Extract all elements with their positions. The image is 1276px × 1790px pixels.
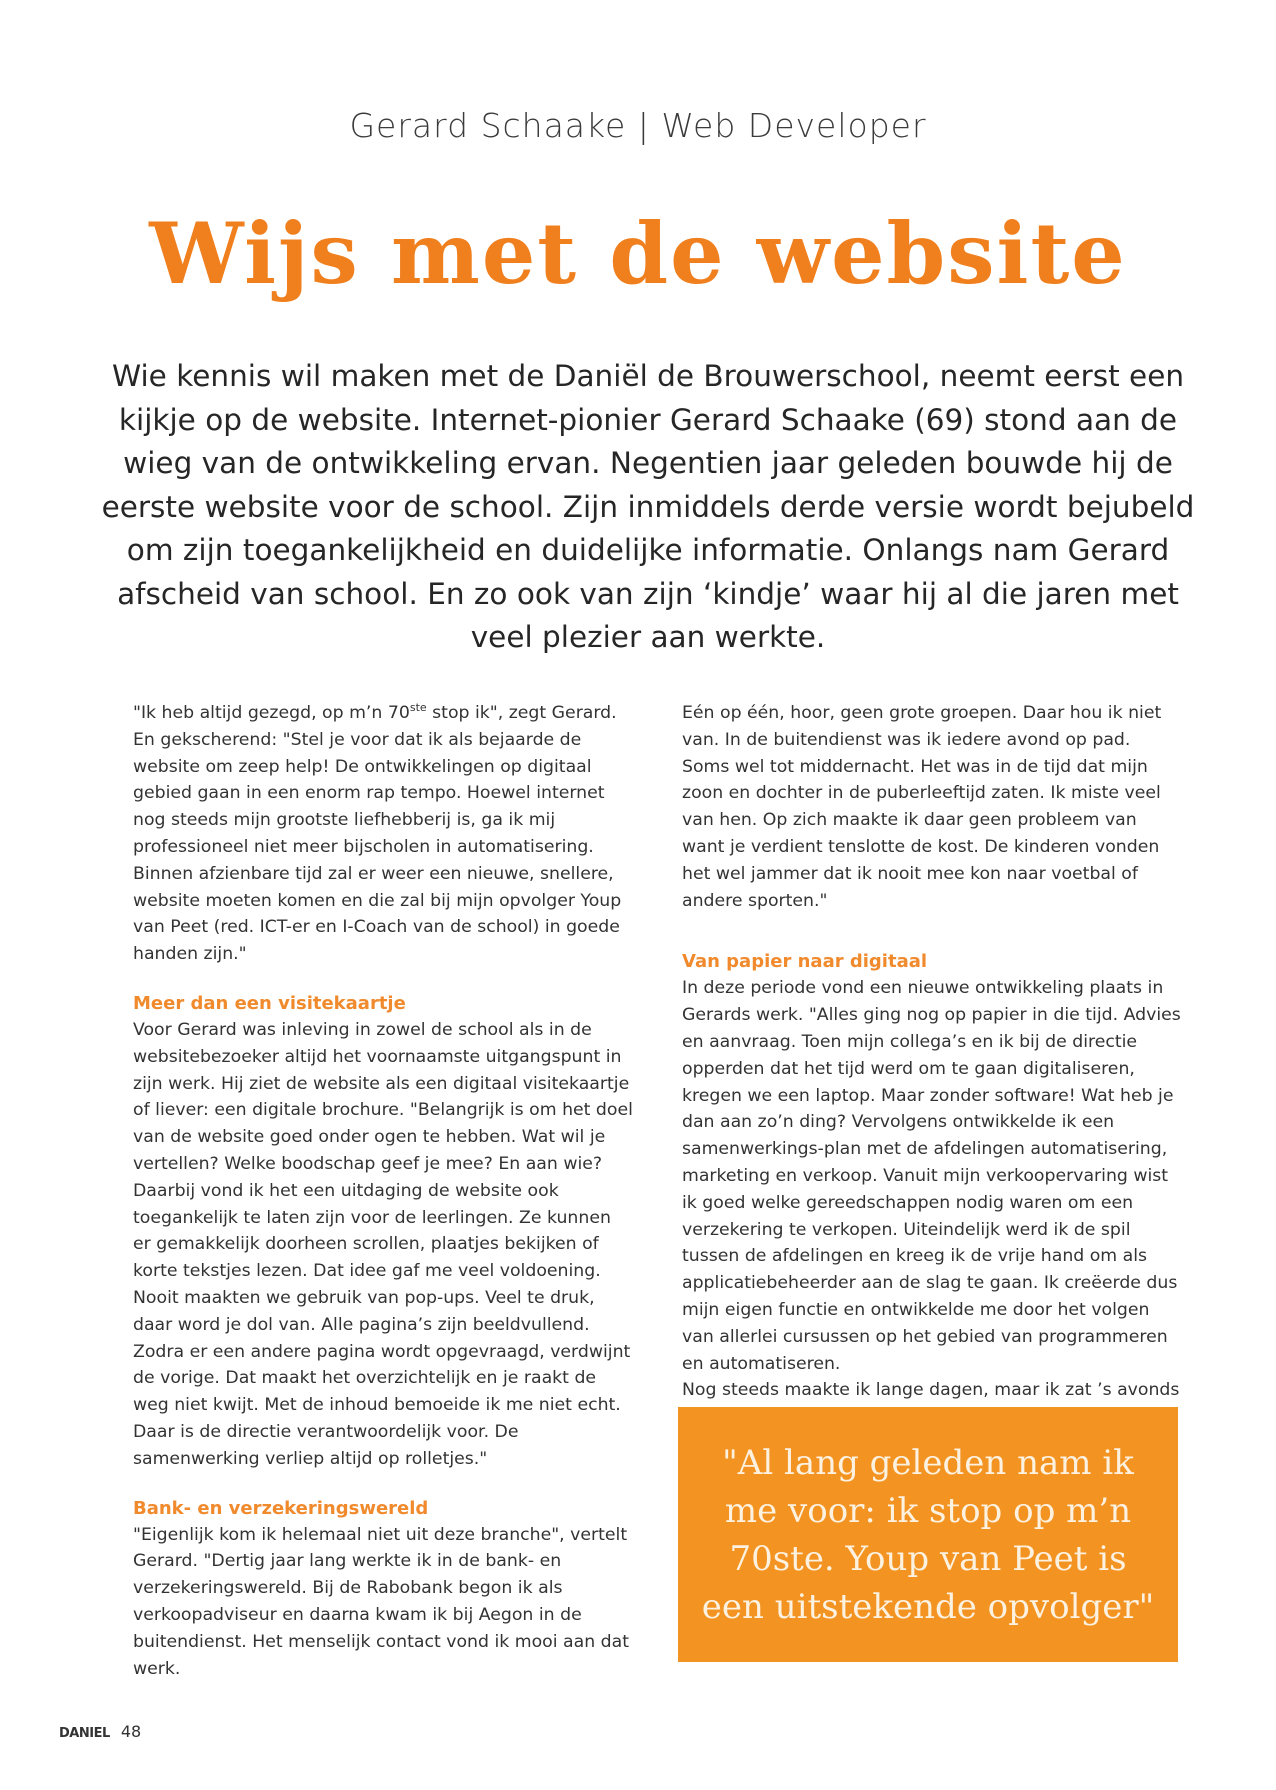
paragraph: Eén op één, hoor, geen grote groepen. Daar hou ik niet van. In de buitendienst was ik iedere avond op pad. Soms wel tot middernacht. Het was in de tijd dat mijn zoon en dochter in de puberleeftijd zaten. Ik miste veel van hen. Op zich maakte ik daar geen probleem van want je verdient tenslotte de kost. De kinderen vonden het wel jammer dat ik nooit mee kon naar voetbal of andere sporten." <box>682 703 1162 911</box>
pull-quote-box <box>678 1407 1178 1662</box>
article-title: Wijs met de website <box>149 204 1127 303</box>
page-number: 48 <box>120 1722 142 1741</box>
paragraph: Nog steeds maakte ik lange dagen, maar ik zat ’s avonds <box>682 1380 1180 1401</box>
section-heading: Van papier naar digitaal <box>682 951 928 973</box>
paragraph: "Eigenlijk kom ik helemaal niet uit deze branche", vertelt Gerard. "Dertig jaar lang werkte ik in de bank- en verzekeringswereld. Bij de Rabobank begon ik als verkoopadviseur en daarna kwam ik bij Aegon in de buitendienst. Het menselijk contact vond ik mooi aan dat werk. <box>133 1524 629 1679</box>
pull-quote: "Al lang geleden nam ik me voor: ik stop op m’n 70ste. Youp van Peet is een uitstekende opvolger" <box>701 1442 1155 1627</box>
paragraph-text: "Ik heb altijd gezegd, op m’n 70 <box>133 703 410 723</box>
section-heading: Bank- en verzekeringswereld <box>133 1497 429 1519</box>
page-footer <box>59 1722 141 1741</box>
article-kicker: Gerard Schaake | Web Developer <box>349 106 927 145</box>
right-column <box>682 700 1182 1431</box>
section-heading: Meer dan een visitekaartje <box>133 992 406 1014</box>
superscript: ste <box>409 701 427 715</box>
left-column <box>133 700 633 1682</box>
paragraph: In deze periode vond een nieuwe ontwikkeling plaats in Gerards werk. "Alles ging nog op papier in die tijd. Advies en aanvraag. Toen mijn collega’s en ik bij de directie opperden dat het tijd werd om te gaan digitaliseren, kregen we een laptop. Maar zonder software! Wat heb je dan aan zo’n ding? Vervolgens ontwikkelde ik een samenwerkings-plan met de afdelingen automatisering, marketing en verkoop. Vanuit mijn verkoopervaring wist ik goed welke gereedschappen nodig waren om een verzekering te verkopen. Uiteindelijk werd ik de spil tussen de afdelingen en kreeg ik de vrije hand om als applicatiebeheerder aan de slag te gaan. Ik creëerde dus mijn eigen functie en ontwikkelde me door het volgen van allerlei cursussen op het gebied van programmeren en automatiseren. <box>682 978 1181 1374</box>
paragraph-text: stop ik", zegt Gerard. En gekscherend: "Stel je voor dat ik als bejaarde de website om zeep help! De ontwikkelingen op digitaal gebied gaan in een enorm rap tempo. Hoewel internet nog steeds mijn grootste liefhebberij is, ga ik mij professioneel niet meer bijscholen in automatisering. Binnen afzienbare tijd zal er weer een nieuwe, snellere, website moeten komen en die zal bij mijn opvolger Youp van Peet (red. ICT-er en I-Coach van de school) in goede handen zijn." <box>133 703 622 965</box>
paragraph <box>133 700 633 968</box>
paragraph: Voor Gerard was inleving in zowel de school als in de websitebezoeker altijd het voornaamste uitgangspunt in zijn werk. Hij ziet de website als een digitaal visitekaartje of liever: een digitale brochure. "Belangrijk is om het doel van de website goed onder ogen te hebben. Wat wil je vertellen? Welke boodschap geef je mee? En aan wie? Daarbij vond ik het een uitdaging de website ook toegankelijk te laten zijn voor de leerlingen. Ze kunnen er gemakkelijk doorheen scrollen, plaatjes bekijken of korte tekstjes lezen. Dat idee gaf me veel voldoening. Nooit maakten we gebruik van pop-ups. Veel te druk, daar word je dol van. Alle pagina’s zijn beeldvullend. Zodra er een andere pagina wordt opgevraagd, verdwijnt de vorige. Dat maakt het overzichtelijk en je raakt de weg niet kwijt. Met de inhoud bemoeide ik me niet echt. Daar is de directie verantwoordelijk voor. De samenwerking verliep altijd op rolletjes." <box>133 1019 633 1469</box>
article-intro: Wie kennis wil maken met de Daniël de Brouwerschool, neemt eerst een kijkje op de website. Internet-pionier Gerard Schaake (69) stond aan de wieg van de ontwikkeling ervan. Negentien jaar geleden bouwde hij de eerste website voor de school. Zijn inmiddels derde versie wordt bejubeld om zijn toegankelijkheid en duidelijke informatie. Onlangs nam Gerard afscheid van school. En zo ook van zijn ‘kindje’ waar hij al die jaren met veel plezier aan werkte. <box>101 359 1195 654</box>
magazine-logo: DANIEL <box>59 1726 110 1741</box>
